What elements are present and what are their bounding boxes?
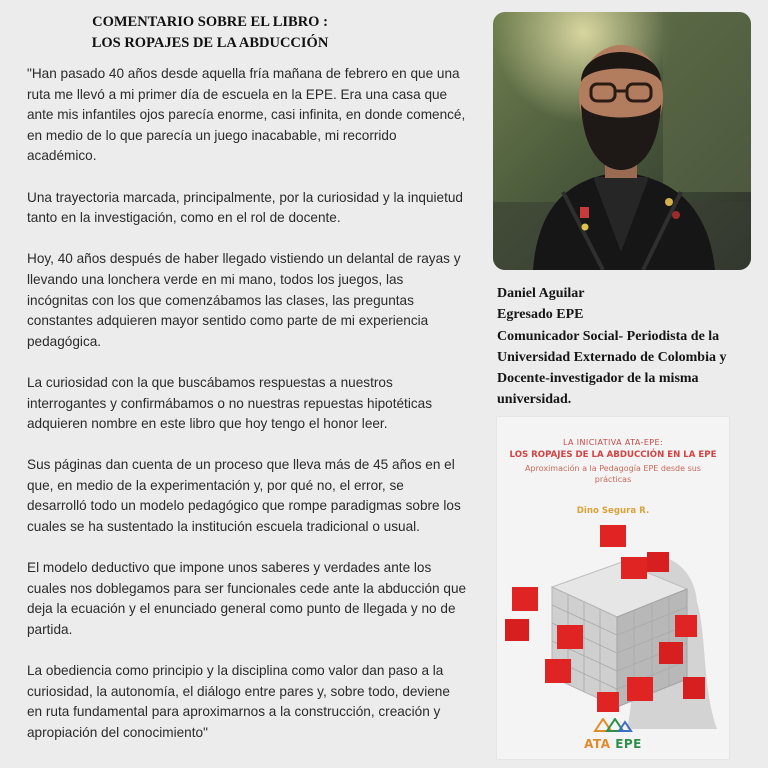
author-name: Daniel Aguilar bbox=[497, 286, 585, 301]
page-title bbox=[40, 12, 380, 54]
quote-paragraph: "Han pasado 40 años desde aquella fría mañana de febrero en que una ruta me llevó a mi primer día de escuela en la EPE. Era una casa que ante mis infantiles ojos parecía enorme, casi infinita, en donde comencé, en medio de lo que parecía un juego inacabable, mi recorrido académico. bbox=[27, 66, 466, 164]
quote-paragraph: La curiosidad con la que buscábamos respuestas a nuestros interrogantes y confirmábamos o no nuestras repuestas hipotéticas adquieren nombre en este libro que hoy tengo el honor leer. bbox=[27, 374, 433, 432]
quote-paragraph: El modelo deductivo que impone unos saberes y verdades ante los cuales nos doblegamos para ser funcionales cede ante la abducción que deja la ecuación y el enunciado general como punto de llegada y no de partida. bbox=[27, 560, 467, 638]
cover-title: LOS ROPAJES DE LA ABDUCCIÓN EN LA EPE bbox=[509, 450, 717, 460]
cover-author: Dino Segura R. bbox=[576, 506, 650, 516]
author-photo bbox=[493, 12, 751, 270]
title-line-1: COMENTARIO SOBRE EL LIBRO : bbox=[92, 14, 328, 30]
cube-illustration bbox=[497, 517, 729, 729]
author-affiliation: Egresado EPE bbox=[497, 307, 584, 323]
logo-mark-icon bbox=[593, 718, 633, 732]
ata-epe-logo bbox=[497, 718, 729, 751]
quote-paragraph: Una trayectoria marcada, principalmente, por la curiosidad y la inquietud tanto en la investigación, como en el rol de docente. bbox=[27, 189, 463, 226]
logo-word-ata: ATA bbox=[584, 737, 611, 751]
logo-word-epe: EPE bbox=[615, 737, 642, 751]
quote-paragraph: La obediencia como principio y la disciplina como valor dan paso a la curiosidad, la autonomía, el diálogo entre pares y, sobre todo, deviene en ruta fundamental para aproximarnos a la construcción, creación y apropiación del conocimiento" bbox=[27, 663, 450, 740]
quote-paragraph: Sus páginas dan cuenta de un proceso que lleva más de 45 años en el que, en medio de la experimentación y, por qué no, el error, se desarrolló todo un modelo pedagógico que rompe paradigmas sobre los cuales se ha sustentado la institución escuela tradicional o usual. bbox=[27, 457, 461, 535]
cover-subtitle: Aproximación a la Pedagogía EPE desde sus prácticas bbox=[525, 464, 701, 484]
quote-paragraph: Hoy, 40 años después de haber llegado vistiendo un delantal de rayas y llevando una lonchera verde en mi mano, todos los juegos, las incógnitas con los que comenzábamos las clases, las preguntas constantes adquieren mayor sentido como parte de mi experiencia pedagógica. bbox=[27, 251, 461, 349]
author-info bbox=[497, 283, 759, 411]
book-comment-quote bbox=[27, 64, 467, 764]
author-role: Comunicador Social- Periodista de la Universidad Externado de Colombia y Docente-investigador de la misma universidad. bbox=[497, 328, 727, 408]
title-line-2: LOS ROPAJES DE LA ABDUCCIÓN bbox=[91, 35, 329, 51]
book-cover bbox=[497, 417, 729, 759]
cover-kicker: LA INICIATIVA ATA-EPE: bbox=[562, 438, 664, 447]
